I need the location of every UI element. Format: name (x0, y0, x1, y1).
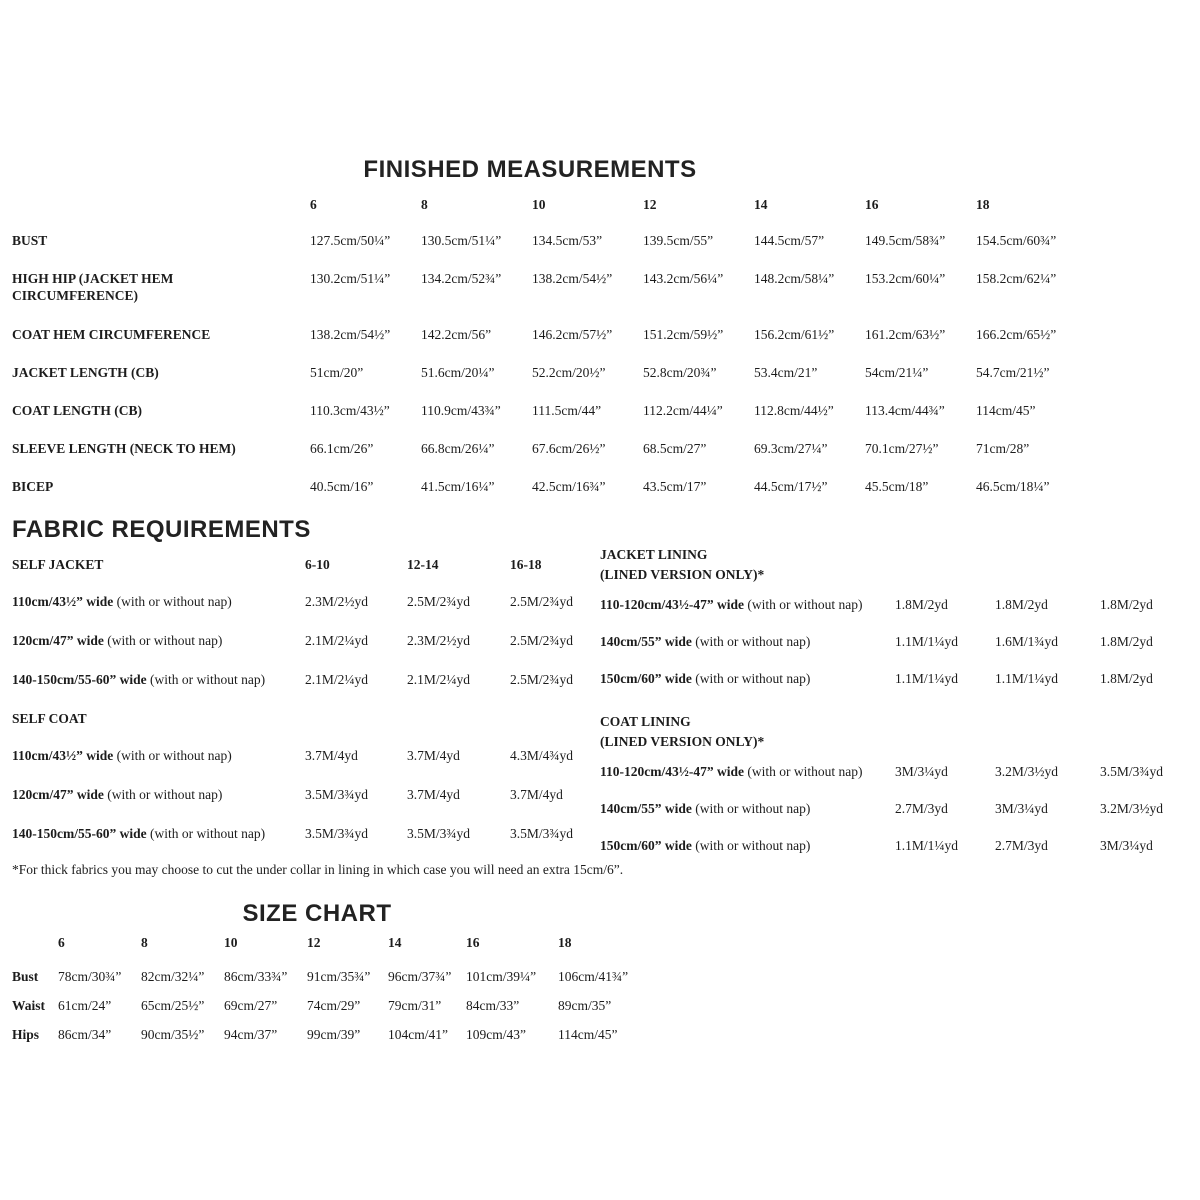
table-row (12, 747, 587, 786)
table-row (12, 968, 652, 997)
fabric-requirements-title: FABRIC REQUIREMENTS (12, 516, 311, 543)
measurement-value: 40.5cm/16” (310, 479, 374, 494)
measurement-value: 70.1cm/27½” (865, 441, 939, 456)
fabric-width-label (12, 825, 305, 842)
fabric-width-bold: 110cm/43½” wide (12, 748, 114, 763)
size-chart-table (12, 934, 652, 1055)
jacket-lining-heading-line2: (LINED VERSION ONLY)* (600, 567, 765, 582)
body-measurement-value: 78cm/30¾” (58, 969, 122, 984)
size-group-header: 16-18 (510, 557, 542, 572)
yardage-value: 1.8M/2yd (1100, 597, 1153, 612)
fabric-width-bold: 140-150cm/55-60” wide (12, 672, 147, 687)
measurement-value: 161.2cm/63½” (865, 327, 946, 342)
measurement-value: 112.8cm/44½” (754, 403, 834, 418)
yardage-value: 3M/3¼yd (895, 764, 948, 779)
fabric-width-label (12, 632, 305, 649)
measurement-value: 139.5cm/55” (643, 233, 714, 248)
size-header: 16 (466, 935, 480, 950)
finished-measurements-rows (12, 232, 1087, 516)
fabric-requirements-left-column (12, 556, 587, 864)
fabric-width-label (12, 786, 305, 803)
table-row (12, 232, 1087, 270)
self-jacket-header-row (12, 556, 587, 593)
yardage-value: 3.7M/4yd (510, 787, 563, 802)
measurement-value: 166.2cm/65½” (976, 327, 1057, 342)
measurement-value: 45.5cm/18” (865, 479, 929, 494)
measurement-label: COAT HEM CIRCUMFERENCE (12, 327, 211, 342)
size-header: 12 (643, 197, 657, 212)
body-measurement-value: 84cm/33” (466, 998, 520, 1013)
measurement-label: HIGH HIP (JACKET HEM CIRCUMFERENCE) (12, 271, 174, 303)
size-header: 10 (224, 935, 238, 950)
fabric-width-note: (with or without nap) (747, 764, 863, 779)
measurement-value: 138.2cm/54½” (532, 271, 613, 286)
body-measurement-value: 101cm/39¼” (466, 969, 537, 984)
size-header: 14 (754, 197, 768, 212)
yardage-value: 1.1M/1¼yd (995, 671, 1059, 686)
fabric-width-bold: 140-150cm/55-60” wide (12, 826, 147, 841)
measurement-value: 110.3cm/43½” (310, 403, 390, 418)
coat-lining-heading-line1: COAT LINING (600, 714, 691, 729)
measurement-value: 134.2cm/52¾” (421, 271, 502, 286)
table-row (12, 402, 1087, 440)
fabric-width-bold: 120cm/47” wide (12, 787, 104, 802)
measurement-value: 156.2cm/61½” (754, 327, 835, 342)
fabric-width-note: (with or without nap) (695, 634, 811, 649)
measurement-value: 51cm/20” (310, 365, 364, 380)
size-header: 6 (58, 935, 65, 950)
fabric-width-note: (with or without nap) (149, 672, 266, 687)
size-header: 16 (865, 197, 879, 212)
fabric-width-note: (with or without nap) (695, 801, 811, 816)
measurement-value: 149.5cm/58¾” (865, 233, 946, 248)
size-header: 12 (307, 935, 321, 950)
measurement-value: 46.5cm/18¼” (976, 479, 1050, 494)
measurement-value: 68.5cm/27” (643, 441, 707, 456)
self-coat-header-row (12, 710, 587, 747)
table-row (12, 440, 1087, 478)
yardage-value: 1.8M/2yd (1100, 634, 1153, 649)
measurement-value: 111.5cm/44” (532, 403, 602, 418)
table-row (12, 270, 1087, 326)
measurement-value: 66.1cm/26” (310, 441, 374, 456)
fabric-width-note: (with or without nap) (116, 748, 232, 763)
fabric-width-label (12, 747, 305, 764)
yardage-value: 2.5M/2¾yd (510, 633, 574, 648)
yardage-value: 1.6M/1¾yd (995, 634, 1059, 649)
table-row (600, 633, 1185, 670)
measurement-label: JACKET LENGTH (CB) (12, 365, 159, 380)
measurement-value: 71cm/28” (976, 441, 1030, 456)
fabric-width-note: (with or without nap) (116, 594, 232, 609)
body-measurement-value: 61cm/24” (58, 998, 112, 1013)
finished-measurements-title: FINISHED MEASUREMENTS (363, 156, 697, 183)
body-measurement-value: 65cm/25½” (141, 998, 205, 1013)
yardage-value: 2.7M/3yd (995, 838, 1048, 853)
yardage-value: 3.5M/3¾yd (510, 826, 574, 841)
body-measurement-value: 99cm/39” (307, 1027, 361, 1042)
yardage-value: 2.1M/2¼yd (407, 672, 471, 687)
table-row (600, 596, 1185, 633)
measurement-value: 151.2cm/59½” (643, 327, 724, 342)
measurement-label: SLEEVE LENGTH (NECK TO HEM) (12, 441, 236, 456)
yardage-value: 1.8M/2yd (895, 597, 948, 612)
size-header: 10 (532, 197, 546, 212)
body-measurement-value: 89cm/35” (558, 998, 612, 1013)
fabric-requirements-right-column (600, 540, 1185, 874)
measurement-value: 42.5cm/16¾” (532, 479, 606, 494)
fabric-width-note: (with or without nap) (695, 838, 811, 853)
measurement-value: 69.3cm/27¼” (754, 441, 828, 456)
body-measurement-value: 82cm/32¼” (141, 969, 205, 984)
table-row (12, 786, 587, 825)
measurement-value: 51.6cm/20¼” (421, 365, 495, 380)
measurement-value: 142.2cm/56” (421, 327, 492, 342)
fabric-width-label (600, 837, 895, 854)
measurement-value: 146.2cm/57½” (532, 327, 613, 342)
jacket-lining-heading-line1: JACKET LINING (600, 547, 708, 562)
size-group-header: 12-14 (407, 557, 439, 572)
table-row (12, 997, 652, 1026)
coat-lining-heading-line2: (LINED VERSION ONLY)* (600, 734, 765, 749)
table-row (600, 763, 1185, 800)
yardage-value: 3.7M/4yd (407, 787, 460, 802)
self-coat-heading: SELF COAT (12, 711, 87, 726)
yardage-value: 1.8M/2yd (1100, 671, 1153, 686)
yardage-value: 1.1M/1¼yd (895, 634, 959, 649)
fabric-width-note: (with or without nap) (107, 633, 223, 648)
yardage-value: 2.3M/2½yd (305, 594, 369, 609)
table-row (600, 837, 1185, 874)
body-measurement-value: 114cm/45” (558, 1027, 618, 1042)
finished-measurements-size-header-row (12, 196, 1087, 232)
fabric-width-label (600, 670, 895, 687)
yardage-value: 2.3M/2½yd (407, 633, 471, 648)
yardage-value: 1.8M/2yd (995, 597, 1048, 612)
measurement-value: 52.8cm/20¾” (643, 365, 717, 380)
measurement-value: 53.4cm/21” (754, 365, 818, 380)
body-measurement-value: 91cm/35¾” (307, 969, 371, 984)
fabric-width-note: (with or without nap) (149, 826, 266, 841)
body-measurement-value: 86cm/33¾” (224, 969, 288, 984)
size-header: 8 (421, 197, 428, 212)
table-row (12, 593, 587, 632)
body-measurement-value: 74cm/29” (307, 998, 361, 1013)
body-measurement-value: 96cm/37¾” (388, 969, 452, 984)
measurement-value: 44.5cm/17½” (754, 479, 828, 494)
size-chart-title: SIZE CHART (242, 900, 392, 927)
measurement-label: COAT LENGTH (CB) (12, 403, 143, 418)
yardage-value: 1.1M/1¼yd (895, 671, 959, 686)
yardage-value: 2.5M/2¾yd (510, 594, 574, 609)
yardage-value: 3.5M/3¾yd (407, 826, 471, 841)
measurement-value: 143.2cm/56¼” (643, 271, 724, 286)
size-header: 8 (141, 935, 148, 950)
body-measurement-label: Hips (12, 1027, 40, 1042)
measurement-value: 154.5cm/60¾” (976, 233, 1057, 248)
fabric-width-label (600, 633, 895, 650)
table-row (600, 670, 1185, 707)
measurement-value: 66.8cm/26¼” (421, 441, 495, 456)
finished-measurements-table (12, 196, 1087, 516)
yardage-value: 3.2M/3½yd (1100, 801, 1164, 816)
yardage-value: 4.3M/4¾yd (510, 748, 574, 763)
fabric-width-note: (with or without nap) (107, 787, 223, 802)
body-measurement-value: 94cm/37” (224, 1027, 278, 1042)
size-header: 14 (388, 935, 402, 950)
size-header: 18 (976, 197, 990, 212)
measurement-value: 110.9cm/43¾” (421, 403, 501, 418)
yardage-value: 3.5M/3¾yd (305, 787, 369, 802)
fabric-width-bold: 110-120cm/43½-47” wide (600, 597, 744, 612)
measurement-value: 130.2cm/51¼” (310, 271, 391, 286)
body-measurement-value: 109cm/43” (466, 1027, 526, 1042)
table-row (600, 800, 1185, 837)
yardage-value: 3.2M/3½yd (995, 764, 1059, 779)
yardage-value: 2.1M/2¼yd (305, 672, 369, 687)
fabric-width-bold: 140cm/55” wide (600, 634, 692, 649)
yardage-value: 3.7M/4yd (305, 748, 358, 763)
fabric-width-label (600, 763, 895, 780)
fabric-width-bold: 140cm/55” wide (600, 801, 692, 816)
measurement-value: 127.5cm/50¼” (310, 233, 391, 248)
size-header: 6 (310, 197, 317, 212)
measurement-value: 112.2cm/44¼” (643, 403, 723, 418)
fabric-width-bold: 110-120cm/43½-47” wide (600, 764, 744, 779)
size-group-header: 6-10 (305, 557, 330, 572)
measurement-value: 52.2cm/20½” (532, 365, 606, 380)
table-row (12, 1026, 652, 1055)
yardage-value: 3.5M/3¾yd (305, 826, 369, 841)
yardage-value: 2.5M/2¾yd (407, 594, 471, 609)
fabric-width-bold: 110cm/43½” wide (12, 594, 114, 609)
under-collar-footnote: *For thick fabrics you may choose to cut the under collar in lining in which case you will need an extra 15cm/6”. (12, 862, 624, 877)
measurement-value: 54.7cm/21½” (976, 365, 1050, 380)
measurement-value: 43.5cm/17” (643, 479, 707, 494)
yardage-value: 1.1M/1¼yd (895, 838, 959, 853)
fabric-width-bold: 120cm/47” wide (12, 633, 104, 648)
self-jacket-heading: SELF JACKET (12, 557, 104, 572)
yardage-value: 2.5M/2¾yd (510, 672, 574, 687)
body-measurement-label: Waist (12, 998, 46, 1013)
table-row (12, 825, 587, 864)
coat-lining-heading (600, 707, 1185, 763)
table-row (12, 364, 1087, 402)
size-chart-header-row (12, 934, 652, 968)
table-row (12, 326, 1087, 364)
measurement-value: 130.5cm/51¼” (421, 233, 502, 248)
measurement-value: 138.2cm/54½” (310, 327, 391, 342)
table-row (12, 632, 587, 671)
measurement-value: 54cm/21¼” (865, 365, 929, 380)
measurement-value: 158.2cm/62¼” (976, 271, 1057, 286)
yardage-value: 3.7M/4yd (407, 748, 460, 763)
body-measurement-label: Bust (12, 969, 39, 984)
measurement-value: 114cm/45” (976, 403, 1036, 418)
fabric-width-label (12, 671, 305, 688)
fabric-width-label (600, 800, 895, 817)
yardage-value: 3M/3¼yd (995, 801, 1048, 816)
body-measurement-value: 79cm/31” (388, 998, 442, 1013)
fabric-width-bold: 150cm/60” wide (600, 671, 692, 686)
measurement-label: BUST (12, 233, 48, 248)
yardage-value: 3M/3¼yd (1100, 838, 1153, 853)
measurement-value: 113.4cm/44¾” (865, 403, 945, 418)
table-row (12, 478, 1087, 516)
measurement-value: 67.6cm/26½” (532, 441, 606, 456)
fabric-width-label (12, 593, 305, 610)
measurement-value: 41.5cm/16¼” (421, 479, 495, 494)
yardage-value: 2.7M/3yd (895, 801, 948, 816)
fabric-width-note: (with or without nap) (747, 597, 863, 612)
jacket-lining-heading (600, 540, 1185, 596)
size-header: 18 (558, 935, 572, 950)
measurement-value: 134.5cm/53” (532, 233, 603, 248)
fabric-width-bold: 150cm/60” wide (600, 838, 692, 853)
table-row (12, 671, 587, 710)
measurement-value: 153.2cm/60¼” (865, 271, 946, 286)
measurement-value: 148.2cm/58¼” (754, 271, 835, 286)
yardage-value: 2.1M/2¼yd (305, 633, 369, 648)
fabric-width-note: (with or without nap) (695, 671, 811, 686)
fabric-width-label (600, 596, 895, 613)
body-measurement-value: 86cm/34” (58, 1027, 112, 1042)
measurement-label: BICEP (12, 479, 54, 494)
body-measurement-value: 104cm/41” (388, 1027, 448, 1042)
yardage-value: 3.5M/3¾yd (1100, 764, 1164, 779)
body-measurement-value: 90cm/35½” (141, 1027, 205, 1042)
body-measurement-value: 106cm/41¾” (558, 969, 629, 984)
measurement-value: 144.5cm/57” (754, 233, 825, 248)
body-measurement-value: 69cm/27” (224, 998, 278, 1013)
